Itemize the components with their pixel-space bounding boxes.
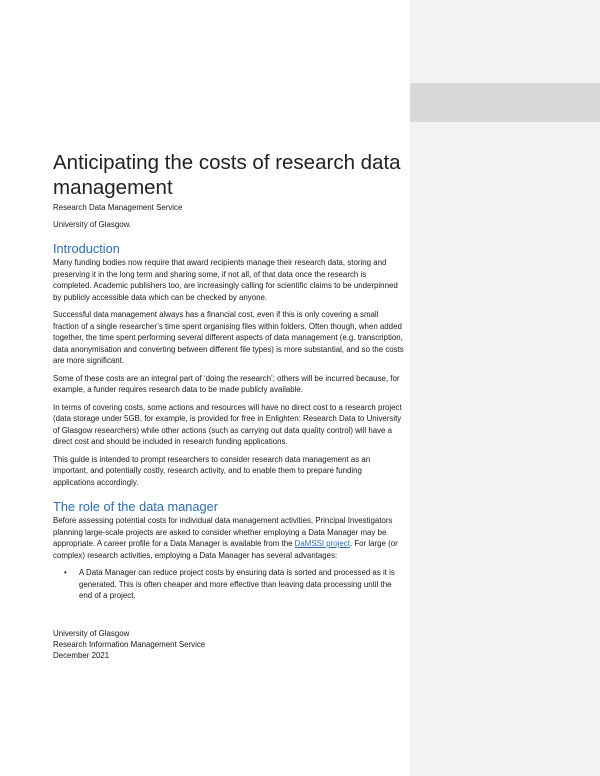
footer-date: December 2021 <box>53 650 110 660</box>
comment-pane-header[interactable] <box>410 83 600 122</box>
bullet-icon: • <box>64 568 67 577</box>
page-footer <box>53 629 205 661</box>
document-affiliation: University of Glasgow. <box>53 220 132 229</box>
list-item-text: A Data Manager can reduce project costs by ensuring data is sorted and processed as it is generated. This is often cheaper and more effective than leaving data processing until the end of a project. <box>79 568 395 600</box>
data-manager-text-before-link: Before assessing potential costs for individual data management activities, Principal Investigators planning large-scale projects are asked to consider whether employing a Data Manager may be appropriate. A career profile for a Data Manager is available from the <box>53 516 393 548</box>
introduction-heading: Introduction <box>53 241 120 256</box>
introduction-paragraph: This guide is intended to prompt researchers to consider research data management as an important, and potentially costly, research activity, and to enable them to prepare funding applications accordingly. <box>53 454 371 487</box>
introduction-paragraph: Many funding bodies now require that award recipients manage their research data, storing and preserving it in the long term and sharing some, if not all, of that data once the research is completed. Academic publishers too, are increasingly calling for scientific claims to be underpinned by publicly accessible data which can be checked by anyone. <box>53 258 398 302</box>
introduction-paragraph: In terms of covering costs, some actions and resources will have no direct cost to a research project (data storage under 5GB, for example, is provided for free in Enlighten: Research Data to University of Glasgow researchers) while other actions (such as carrying out data quality control) will have a direct cost and should be included in research funding applications. <box>53 402 402 446</box>
advantages-list <box>53 567 405 602</box>
data-manager-paragraph <box>53 515 405 561</box>
introduction-paragraph: Successful data management always has a financial cost, even if this is only covering a small fraction of a single researcher’s time spent organising files within folders. Often though, when added together, the time spent performing several different aspects of data management (e.g. transcription, data anonymisation and converting between different file types) is more substantial, and so the costs are more significant. <box>53 310 404 365</box>
introduction-paragraph: Some of these costs are an integral part of ‘doing the research’; others will be incurred because, for example, a funder requires research data to be made publicly available. <box>53 373 400 394</box>
list-item <box>64 567 405 602</box>
document-subtitle: Research Data Management Service <box>53 203 183 212</box>
document-body <box>53 150 405 602</box>
damssi-project-link[interactable]: DaMSSI project <box>294 539 350 548</box>
data-manager-text-after-link: . For large (or complex) research activities, employing a Data Manager has several advantages: <box>53 539 398 560</box>
document-title: Anticipating the costs of research data management <box>53 151 401 199</box>
footer-service: Research Information Management Service <box>53 639 206 649</box>
footer-institution: University of Glasgow <box>53 629 130 638</box>
data-manager-heading: The role of the data manager <box>53 499 219 514</box>
